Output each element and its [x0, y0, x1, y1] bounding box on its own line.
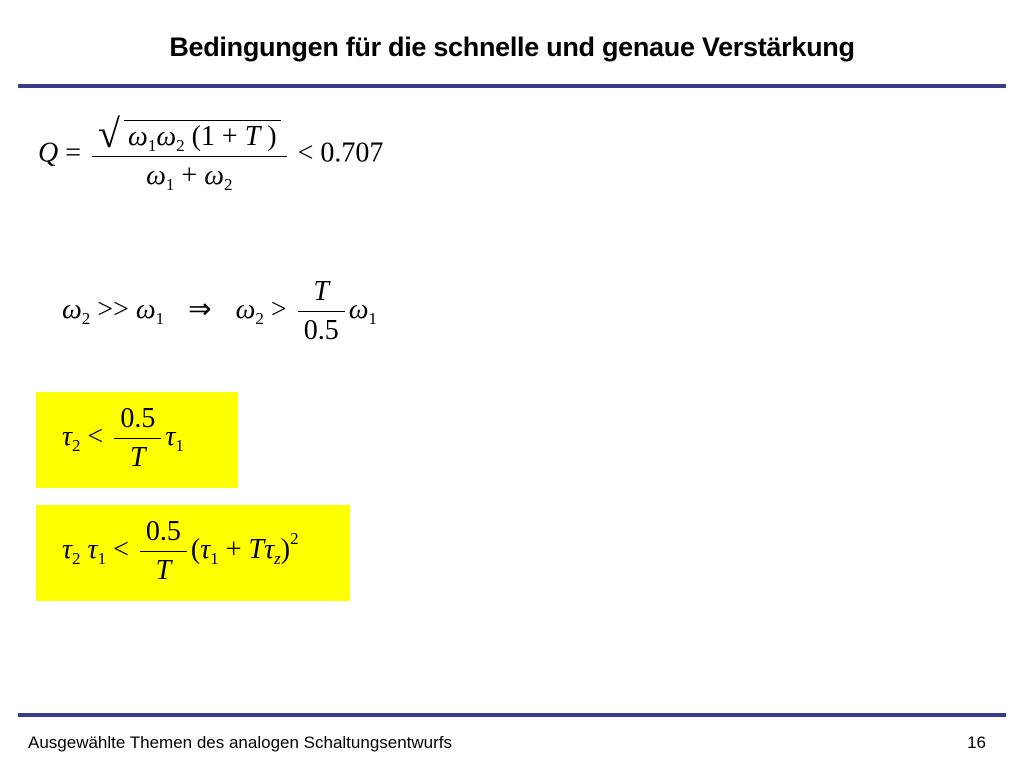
- half-over-t-fraction: $\frac{0.5}{T}$: [140, 518, 187, 585]
- slide-title: Bedingungen für die schnelle und genaue Verstärkung: [169, 32, 855, 62]
- footer-divider: [18, 713, 1006, 717]
- half-over-t-fraction: $\frac{0.5}{T}$: [114, 405, 161, 472]
- equation-q-factor: [38, 111, 384, 194]
- equation-omega-condition: $\omega_2 >> \omega_1$ ⇒ $\omega_2$ > $\frac{T}{0.5}$ $\omega_1$: [62, 276, 377, 346]
- q-fraction: [92, 111, 287, 194]
- sqrt: [98, 111, 281, 156]
- sqrt-radicand: $\omega_1\omega_2$ (1 + T ): [124, 120, 281, 151]
- t-over-half-fraction: $\frac{T}{0.5}$: [298, 278, 345, 345]
- equals-sign: =: [65, 137, 82, 169]
- greater-sign: >: [270, 293, 287, 325]
- much-greater-sign: >>: [97, 293, 129, 325]
- page-number: 16: [967, 733, 986, 752]
- equation-tau-condition: $\tau_2$ < $\frac{0.5}{T}$ $\tau_1$: [62, 403, 184, 473]
- q-symbol: Q: [38, 137, 59, 169]
- q-denominator: $\omega_1 + \omega_2$: [92, 156, 287, 190]
- q-limit-value: 0.707: [320, 137, 384, 169]
- less-than-sign: <: [297, 137, 314, 169]
- equation-tau-product-condition: $\tau_2$ $\tau_1$ < $\frac{0.5}{T}$ $(\tau_1 + T\tau_z)^2$: [62, 516, 299, 586]
- sqrt-icon: √: [98, 111, 120, 156]
- implies-icon: ⇒: [188, 293, 212, 325]
- footer-course-title: Ausgewählte Themen des analogen Schaltungsentwurfs: [28, 733, 453, 752]
- title-divider: [18, 84, 1006, 88]
- q-numerator: [92, 111, 287, 156]
